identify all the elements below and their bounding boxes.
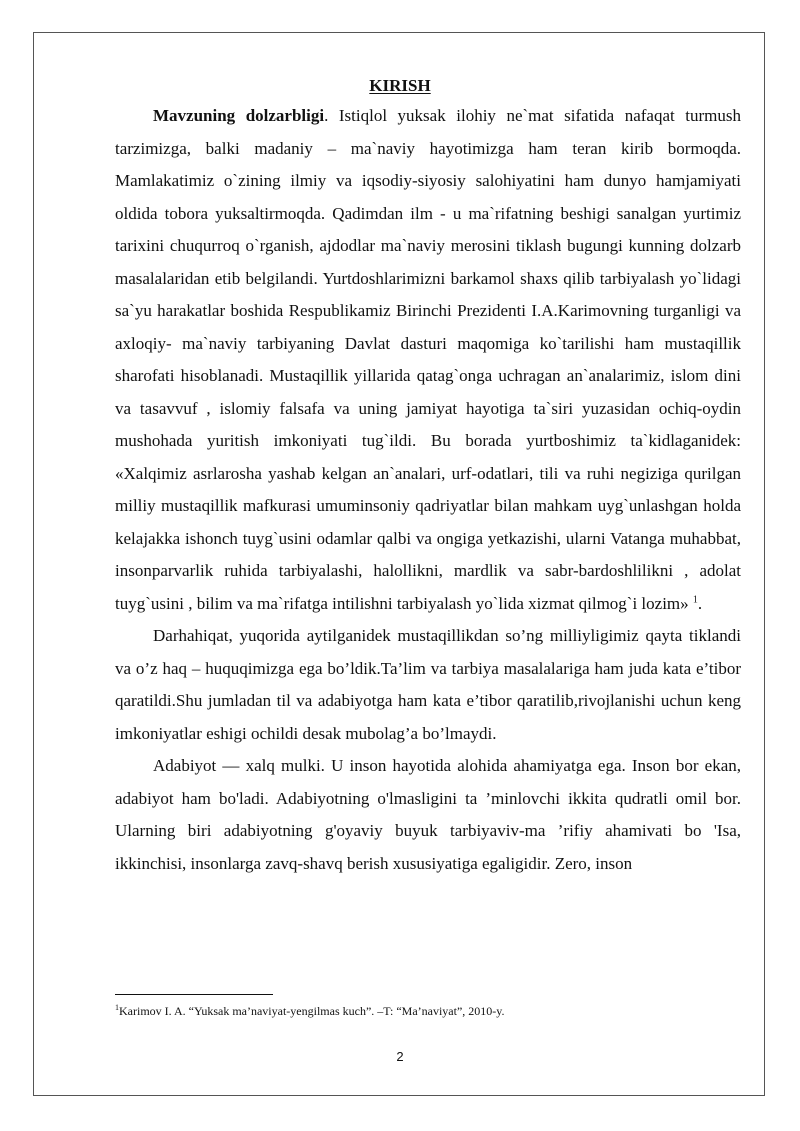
footnote-text: Karimov I. A. “Yuksak ma’naviyat-yengilmas kuch”. –T: “Ma’naviyat”, 2010-y. bbox=[119, 1004, 505, 1018]
lead-phrase: Mavzuning dolzarbligi bbox=[153, 106, 325, 125]
paragraph-relevance bbox=[115, 100, 741, 620]
footnote-marker: 1 bbox=[115, 1003, 119, 1012]
section-heading: KIRISH bbox=[369, 76, 431, 95]
paragraph-end: . bbox=[697, 593, 703, 613]
paragraph-text: . Istiqlol yuksak ilohiy ne`mat sifatida nafaqat turmush tarzimizga, balki madaniy – ma`naviy hayotimizga ham teran kirib bormoqda. Mamlakatimiz o`zining ilmiy va iqsodiy-siyosiy salohiyatini ham dunyo hamjamiyati oldida tobora yuksaltirmoqda. Qadimdan ilm - u ma`rifatning beshigi sanalgan yurtimiz tarixini chuqurroq o`rganish, ajdodlar ma`naviy merosini tiklash bugungi kunning dolzarb masalalaridan etib belgilandi. Yurtdoshlarimizni barkamol shaxs qilib tarbiyalash yo`lidagi sa`yu harakatlar boshida Respublikamiz Birinchi Prezidenti I.A.Karimovning turganligi va axloqiy- ma`naviy tarbiyaning Davlat dasturi maqomiga ko`tarilishi ham mustaqillik sharofati hisoblanadi. Mustaqillik yillarida qatag`onga uchragan an`analarimiz, islom dini va tasavvuf , islomiy falsafa va uning jamiyat hayotiga ta`siri yuzasidan ochiq-oydin mushohada yuritish imkoniyati tug`ildi. Bu borada yurtboshimiz ta`kidlaganidek: «Xalqimiz asrlarosha yashab kelgan an`analari, urf-odatlari, tili va ruhi negiziga qurilgan milliy mustaqillik mafkurasi umuminsoniy qadriyatlar bilan mahkam uyg`unlashgan holda kelajakka ishonch tuyg`usini odamlar qalbi va ongiga yetkazishi, ularni Vatanga muhabbat, insonparvarlik ruhida tarbiyalashi, halollikni, mardlik va sabr-bardoshlilikni , adolat tuyg`usini , bilim va ma`rifatga intilishni tarbiyalash yo`lida xizmat qilmog`i lozim» bbox=[115, 106, 741, 613]
page-number: 2 bbox=[396, 1049, 404, 1064]
footnote-separator bbox=[115, 994, 273, 995]
body-text bbox=[115, 100, 741, 880]
paragraph-literature: Adabiyot — xalq mulki. U inson hayotida alohida ahamiyatga ega. Inson bor ekan, adabiyot ham bo'ladi. Adabiyotning o'lmasligini ta ’minlovchi ikkita qudratli omil bor. Ularning biri adabiyotning g'oyaviy buyuk tarbiyaviv-ma ’rifiy ahamivati bo 'Isa, ikkinchisi, insonlarga zavq-shavq berish xususiyatiga egaligidir. Zero, inson bbox=[115, 756, 741, 873]
footnote-reference[interactable]: 1 bbox=[692, 593, 698, 605]
footnote bbox=[115, 1001, 741, 1018]
paragraph-independence: Darhahiqat, yuqorida aytilganidek mustaqillikdan so’ng milliyligimiz qayta tiklandi va o’z haq – huquqimizga ega bo’ldik.Ta’lim va tarbiya masalalariga ham juda kata e’tibor qaratildi.Shu jumladan til va adabiyotga ham kata e’tibor qaratilib,rivojlanishi uchun keng imkoniyatlar eshigi ochildi desak mubolag’a bo’lmaydi. bbox=[115, 626, 741, 743]
